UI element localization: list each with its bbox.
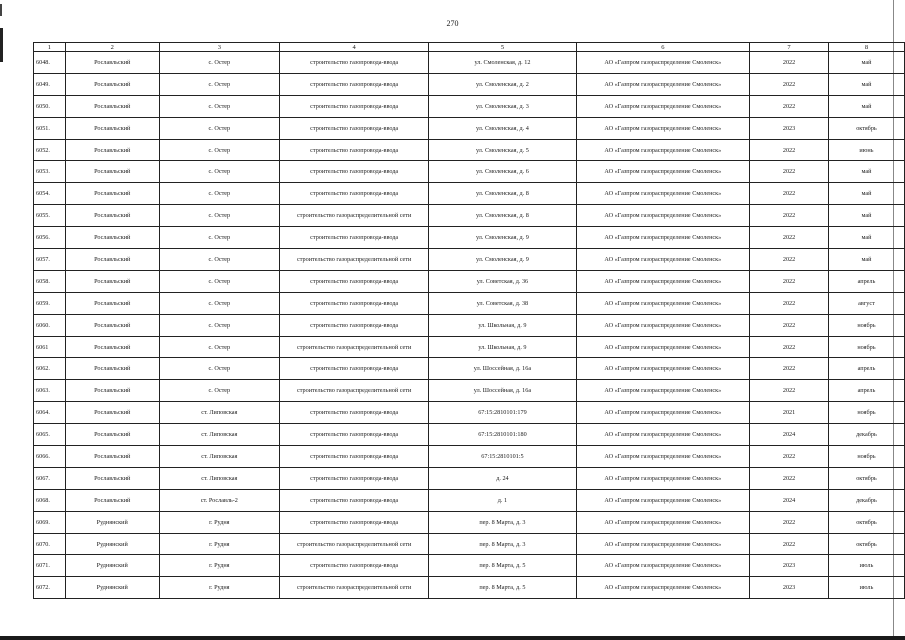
settlement-cell: г. Рудня: [159, 533, 279, 555]
table-row: [34, 139, 905, 161]
header-cell: 7: [750, 43, 829, 52]
month-cell: июль: [828, 555, 904, 577]
row-number: 6062.: [34, 358, 66, 380]
address-cell: д. 24: [429, 467, 576, 489]
row-number: 6068.: [34, 489, 66, 511]
row-number: 6049.: [34, 73, 66, 95]
address-cell: ул. Смоленская, д. 9: [429, 227, 576, 249]
organization-cell: АО «Газпром газораспределение Смоленск»: [576, 511, 750, 533]
month-cell: ноябрь: [828, 446, 904, 468]
district-cell: Рославльский: [65, 314, 159, 336]
row-number: 6066.: [34, 446, 66, 468]
month-cell: ноябрь: [828, 336, 904, 358]
address-cell: ул. Шоссейная, д. 16а: [429, 380, 576, 402]
district-cell: Рославльский: [65, 336, 159, 358]
work-type-cell: строительство газопровода-ввода: [279, 489, 428, 511]
district-cell: Рославльский: [65, 52, 159, 74]
row-number: 6050.: [34, 95, 66, 117]
address-cell: ул. Школьная, д. 9: [429, 314, 576, 336]
row-number: 6057.: [34, 249, 66, 271]
table-row: [34, 314, 905, 336]
address-cell: ул. Школьная, д. 9: [429, 336, 576, 358]
year-cell: 2023: [750, 577, 829, 599]
settlement-cell: с. Остер: [159, 270, 279, 292]
header-row: [34, 43, 905, 52]
table-row: [34, 270, 905, 292]
row-number: 6060.: [34, 314, 66, 336]
work-type-cell: строительство газопровода-ввода: [279, 467, 428, 489]
row-number: 6063.: [34, 380, 66, 402]
address-cell: ул. Советская, д. 38: [429, 292, 576, 314]
work-type-cell: строительство газопровода-ввода: [279, 73, 428, 95]
year-cell: 2022: [750, 314, 829, 336]
work-type-cell: строительство газораспределительной сети: [279, 533, 428, 555]
table-row: [34, 424, 905, 446]
month-cell: декабрь: [828, 489, 904, 511]
district-cell: Рославльский: [65, 358, 159, 380]
work-type-cell: строительство газопровода-ввода: [279, 139, 428, 161]
settlement-cell: ст. Липовская: [159, 467, 279, 489]
address-cell: ул. Шоссейная, д. 16а: [429, 358, 576, 380]
address-cell: д. 1: [429, 489, 576, 511]
work-type-cell: строительство газораспределительной сети: [279, 380, 428, 402]
year-cell: 2022: [750, 292, 829, 314]
row-number: 6052.: [34, 139, 66, 161]
table-row: [34, 467, 905, 489]
settlement-cell: с. Остер: [159, 183, 279, 205]
settlement-cell: с. Остер: [159, 380, 279, 402]
table-row: [34, 555, 905, 577]
work-type-cell: строительство газопровода-ввода: [279, 117, 428, 139]
address-cell: пер. 8 Марта, д. 3: [429, 533, 576, 555]
year-cell: 2022: [750, 533, 829, 555]
table-row: [34, 380, 905, 402]
year-cell: 2024: [750, 424, 829, 446]
row-number: 6056.: [34, 227, 66, 249]
organization-cell: АО «Газпром газораспределение Смоленск»: [576, 227, 750, 249]
table-row: [34, 227, 905, 249]
year-cell: 2021: [750, 402, 829, 424]
settlement-cell: с. Остер: [159, 205, 279, 227]
scan-edge-mark: [0, 4, 2, 16]
organization-cell: АО «Газпром газораспределение Смоленск»: [576, 446, 750, 468]
table-row: [34, 292, 905, 314]
settlement-cell: ст. Липовская: [159, 446, 279, 468]
row-number: 6071.: [34, 555, 66, 577]
organization-cell: АО «Газпром газораспределение Смоленск»: [576, 577, 750, 599]
row-number: 6067.: [34, 467, 66, 489]
settlement-cell: с. Остер: [159, 117, 279, 139]
organization-cell: АО «Газпром газораспределение Смоленск»: [576, 467, 750, 489]
work-type-cell: строительство газопровода-ввода: [279, 270, 428, 292]
address-cell: ул. Смоленская, д. 12: [429, 52, 576, 74]
row-number: 6054.: [34, 183, 66, 205]
settlement-cell: с. Остер: [159, 52, 279, 74]
work-type-cell: строительство газопровода-ввода: [279, 95, 428, 117]
district-cell: Рославльский: [65, 227, 159, 249]
district-cell: Рославльский: [65, 73, 159, 95]
year-cell: 2022: [750, 183, 829, 205]
work-type-cell: строительство газораспределительной сети: [279, 249, 428, 271]
work-type-cell: строительство газопровода-ввода: [279, 183, 428, 205]
district-cell: Рославльский: [65, 446, 159, 468]
work-type-cell: строительство газопровода-ввода: [279, 292, 428, 314]
district-cell: Руднянский: [65, 555, 159, 577]
district-cell: Рославльский: [65, 467, 159, 489]
district-cell: Рославльский: [65, 402, 159, 424]
month-cell: июль: [828, 577, 904, 599]
table-row: [34, 117, 905, 139]
row-number: 6064.: [34, 402, 66, 424]
address-cell: ул. Смоленская, д. 8: [429, 205, 576, 227]
work-type-cell: строительство газопровода-ввода: [279, 402, 428, 424]
table-row: [34, 577, 905, 599]
year-cell: 2022: [750, 467, 829, 489]
month-cell: май: [828, 95, 904, 117]
row-number: 6061: [34, 336, 66, 358]
table-row: [34, 336, 905, 358]
organization-cell: АО «Газпром газораспределение Смоленск»: [576, 52, 750, 74]
month-cell: ноябрь: [828, 402, 904, 424]
year-cell: 2022: [750, 95, 829, 117]
month-cell: август: [828, 292, 904, 314]
settlement-cell: с. Остер: [159, 227, 279, 249]
organization-cell: АО «Газпром газораспределение Смоленск»: [576, 292, 750, 314]
organization-cell: АО «Газпром газораспределение Смоленск»: [576, 73, 750, 95]
header-cell: 1: [34, 43, 66, 52]
organization-cell: АО «Газпром газораспределение Смоленск»: [576, 402, 750, 424]
work-type-cell: строительство газопровода-ввода: [279, 446, 428, 468]
organization-cell: АО «Газпром газораспределение Смоленск»: [576, 183, 750, 205]
year-cell: 2022: [750, 446, 829, 468]
year-cell: 2022: [750, 205, 829, 227]
month-cell: июнь: [828, 139, 904, 161]
address-cell: ул. Советская, д. 36: [429, 270, 576, 292]
organization-cell: АО «Газпром газораспределение Смоленск»: [576, 424, 750, 446]
month-cell: май: [828, 52, 904, 74]
table-row: [34, 358, 905, 380]
month-cell: май: [828, 249, 904, 271]
table-row: [34, 73, 905, 95]
address-cell: пер. 8 Марта, д. 5: [429, 577, 576, 599]
organization-cell: АО «Газпром газораспределение Смоленск»: [576, 336, 750, 358]
table-row: [34, 489, 905, 511]
work-type-cell: строительство газопровода-ввода: [279, 52, 428, 74]
header-cell: 2: [65, 43, 159, 52]
address-cell: ул. Смоленская, д. 8: [429, 183, 576, 205]
table-row: [34, 533, 905, 555]
district-cell: Рославльский: [65, 117, 159, 139]
month-cell: ноябрь: [828, 314, 904, 336]
month-cell: октябрь: [828, 117, 904, 139]
scan-edge-mark: [0, 28, 3, 62]
month-cell: апрель: [828, 270, 904, 292]
page-number: 270: [446, 19, 459, 28]
row-number: 6048.: [34, 52, 66, 74]
organization-cell: АО «Газпром газораспределение Смоленск»: [576, 161, 750, 183]
address-cell: 67:15:2810101:180: [429, 424, 576, 446]
settlement-cell: с. Остер: [159, 358, 279, 380]
settlement-cell: с. Остер: [159, 95, 279, 117]
row-number: 6053.: [34, 161, 66, 183]
work-type-cell: строительство газопровода-ввода: [279, 511, 428, 533]
work-type-cell: строительство газопровода-ввода: [279, 424, 428, 446]
district-cell: Рославльский: [65, 380, 159, 402]
header-cell: 3: [159, 43, 279, 52]
address-cell: ул. Смоленская, д. 9: [429, 249, 576, 271]
settlement-cell: с. Остер: [159, 314, 279, 336]
month-cell: май: [828, 205, 904, 227]
work-type-cell: строительство газопровода-ввода: [279, 314, 428, 336]
organization-cell: АО «Газпром газораспределение Смоленск»: [576, 139, 750, 161]
month-cell: май: [828, 161, 904, 183]
district-cell: Рославльский: [65, 424, 159, 446]
table-row: [34, 249, 905, 271]
address-cell: ул. Смоленская, д. 2: [429, 73, 576, 95]
settlement-cell: г. Рудня: [159, 555, 279, 577]
year-cell: 2023: [750, 117, 829, 139]
district-cell: Руднянский: [65, 577, 159, 599]
district-cell: Руднянский: [65, 533, 159, 555]
row-number: 6051.: [34, 117, 66, 139]
work-type-cell: строительство газопровода-ввода: [279, 555, 428, 577]
organization-cell: АО «Газпром газораспределение Смоленск»: [576, 117, 750, 139]
row-number: 6058.: [34, 270, 66, 292]
month-cell: октябрь: [828, 467, 904, 489]
organization-cell: АО «Газпром газораспределение Смоленск»: [576, 380, 750, 402]
district-cell: Рославльский: [65, 95, 159, 117]
table-row: [34, 511, 905, 533]
year-cell: 2022: [750, 73, 829, 95]
settlement-cell: с. Остер: [159, 292, 279, 314]
district-cell: Рославльский: [65, 249, 159, 271]
month-cell: апрель: [828, 358, 904, 380]
settlement-cell: ст. Рославль-2: [159, 489, 279, 511]
district-cell: Руднянский: [65, 511, 159, 533]
district-cell: Рославльский: [65, 205, 159, 227]
year-cell: 2022: [750, 249, 829, 271]
table-row: [34, 446, 905, 468]
row-number: 6059.: [34, 292, 66, 314]
address-cell: 67:15:2810101:179: [429, 402, 576, 424]
month-cell: май: [828, 227, 904, 249]
settlement-cell: с. Остер: [159, 249, 279, 271]
address-cell: пер. 8 Марта, д. 5: [429, 555, 576, 577]
table-row: [34, 402, 905, 424]
work-type-cell: строительство газораспределительной сети: [279, 336, 428, 358]
work-type-cell: строительство газораспределительной сети: [279, 205, 428, 227]
district-cell: Рославльский: [65, 139, 159, 161]
header-cell: 8: [828, 43, 904, 52]
organization-cell: АО «Газпром газораспределение Смоленск»: [576, 249, 750, 271]
row-number: 6069.: [34, 511, 66, 533]
table-row: [34, 95, 905, 117]
table-row: [34, 161, 905, 183]
header-cell: 6: [576, 43, 750, 52]
settlement-cell: с. Остер: [159, 139, 279, 161]
settlement-cell: г. Рудня: [159, 577, 279, 599]
address-cell: ул. Смоленская, д. 3: [429, 95, 576, 117]
organization-cell: АО «Газпром газораспределение Смоленск»: [576, 314, 750, 336]
month-cell: апрель: [828, 380, 904, 402]
year-cell: 2024: [750, 489, 829, 511]
year-cell: 2022: [750, 336, 829, 358]
gasification-table: [33, 42, 905, 599]
district-cell: Рославльский: [65, 489, 159, 511]
organization-cell: АО «Газпром газораспределение Смоленск»: [576, 205, 750, 227]
table-row: [34, 52, 905, 74]
header-cell: 4: [279, 43, 428, 52]
year-cell: 2022: [750, 161, 829, 183]
header-cell: 5: [429, 43, 576, 52]
month-cell: декабрь: [828, 424, 904, 446]
year-cell: 2022: [750, 227, 829, 249]
organization-cell: АО «Газпром газораспределение Смоленск»: [576, 358, 750, 380]
organization-cell: АО «Газпром газораспределение Смоленск»: [576, 533, 750, 555]
year-cell: 2023: [750, 555, 829, 577]
district-cell: Рославльский: [65, 183, 159, 205]
address-cell: ул. Смоленская, д. 4: [429, 117, 576, 139]
row-number: 6072.: [34, 577, 66, 599]
organization-cell: АО «Газпром газораспределение Смоленск»: [576, 270, 750, 292]
month-cell: октябрь: [828, 533, 904, 555]
organization-cell: АО «Газпром газораспределение Смоленск»: [576, 95, 750, 117]
district-cell: Рославльский: [65, 292, 159, 314]
year-cell: 2022: [750, 139, 829, 161]
work-type-cell: строительство газопровода-ввода: [279, 161, 428, 183]
month-cell: май: [828, 183, 904, 205]
address-cell: 67:15:2810101:5: [429, 446, 576, 468]
month-cell: октябрь: [828, 511, 904, 533]
year-cell: 2022: [750, 358, 829, 380]
row-number: 6065.: [34, 424, 66, 446]
work-type-cell: строительство газопровода-ввода: [279, 358, 428, 380]
row-number: 6055.: [34, 205, 66, 227]
settlement-cell: г. Рудня: [159, 511, 279, 533]
month-cell: май: [828, 73, 904, 95]
work-type-cell: строительство газопровода-ввода: [279, 227, 428, 249]
row-number: 6070.: [34, 533, 66, 555]
settlement-cell: с. Остер: [159, 73, 279, 95]
year-cell: 2022: [750, 380, 829, 402]
settlement-cell: с. Остер: [159, 161, 279, 183]
district-cell: Рославльский: [65, 161, 159, 183]
scan-bottom-edge: [0, 636, 905, 640]
district-cell: Рославльский: [65, 270, 159, 292]
table-body: [34, 52, 905, 599]
table-row: [34, 205, 905, 227]
settlement-cell: ст. Липовская: [159, 402, 279, 424]
table-row: [34, 183, 905, 205]
address-cell: ул. Смоленская, д. 6: [429, 161, 576, 183]
organization-cell: АО «Газпром газораспределение Смоленск»: [576, 489, 750, 511]
year-cell: 2022: [750, 52, 829, 74]
settlement-cell: с. Остер: [159, 336, 279, 358]
work-type-cell: строительство газораспределительной сети: [279, 577, 428, 599]
address-cell: ул. Смоленская, д. 5: [429, 139, 576, 161]
address-cell: пер. 8 Марта, д. 3: [429, 511, 576, 533]
year-cell: 2022: [750, 511, 829, 533]
settlement-cell: ст. Липовская: [159, 424, 279, 446]
organization-cell: АО «Газпром газораспределение Смоленск»: [576, 555, 750, 577]
year-cell: 2022: [750, 270, 829, 292]
